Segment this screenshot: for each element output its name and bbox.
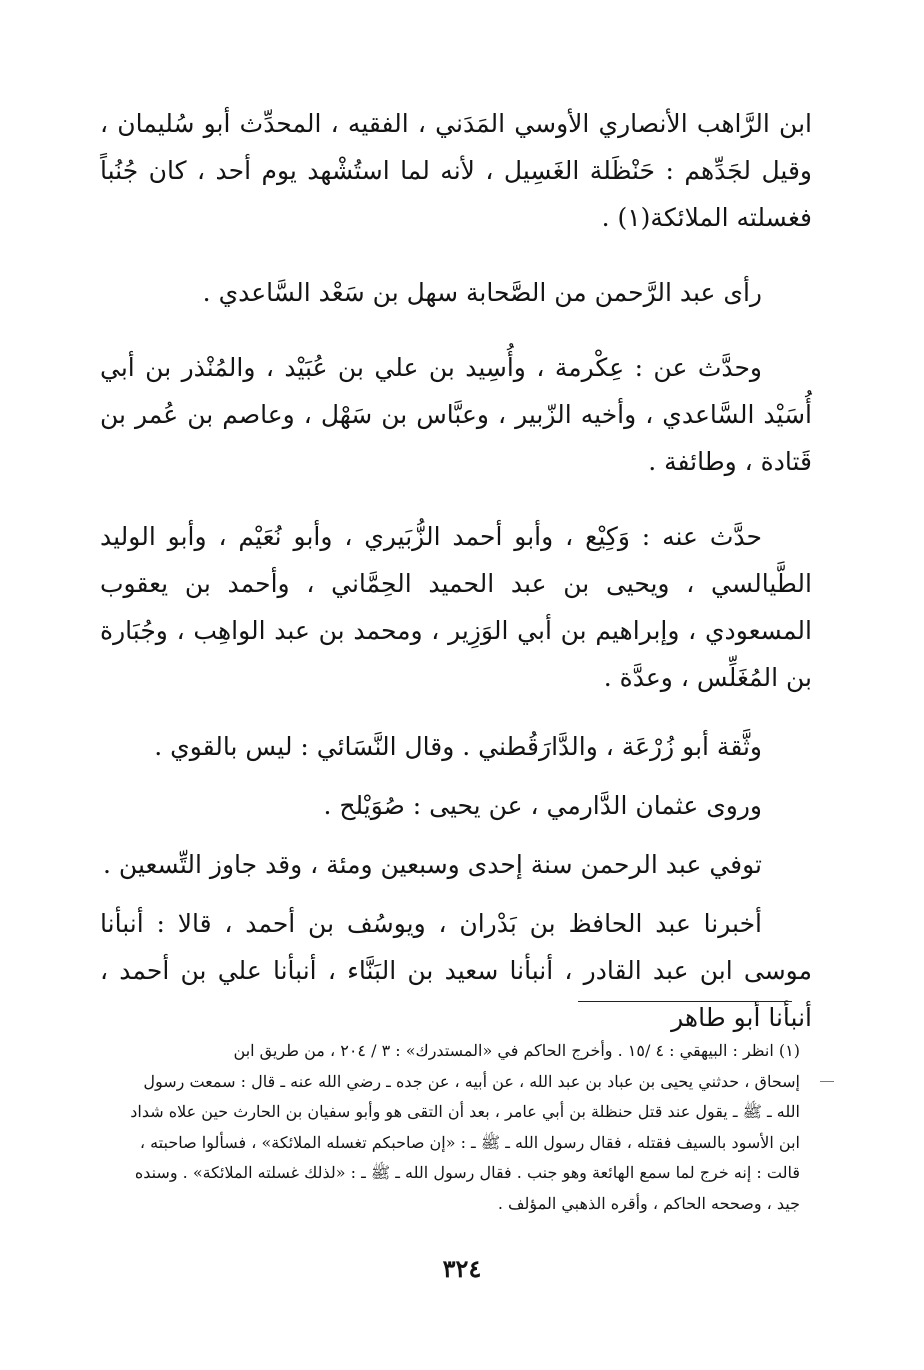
paragraph-isnad: أخبرنا عبد الحافظ بن بَدْران ، ويوسُف بن أحمد ، قالا : أنبأنا موسى ابن عبد القادر ، أنبأنا سعيد بن البَنَّاء ، أنبأنا علي بن أحمد ، أنبأنا أبو طاهر <box>100 909 812 1032</box>
footnote-separator <box>578 1001 792 1002</box>
footnote-line: (١) انظر : البيهقي : ٤ /١٥ . وأخرج الحاكم في «المستدرك» : ٣ / ٢٠٤ ، من طريق ابن <box>233 1041 800 1060</box>
main-text <box>100 100 812 1041</box>
margin-mark <box>820 1081 834 1082</box>
paragraph-narrated-from: وحدَّث عن : عِكْرمة ، وأُسِيد بن علي بن عُبَيْد ، والمُنْذر بن أبي أُسَيْد السَّاعدي ، وأخيه الزّبير ، وعبَّاس بن سَهْل ، وعاصم بن عُمر بن قَتادة ، وطائفة . <box>100 353 812 476</box>
footnote-line: إسحاق ، حدثني يحيى بن عباد بن عبد الله ، عن أبيه ، عن جده ـ رضي الله عنه ـ قال : سمعت رسول <box>143 1071 800 1091</box>
paragraph-reliability: وثَّقة أبو زُرْعَة ، والدَّارَقُطني . وقال النَّسَائي : ليس بالقوي . <box>154 732 762 761</box>
footnote-line: الله ـ ﷺ ـ يقول عند قتل حنظلة بن أبي عامر ، بعد أن التقى هو وأبو سفيان بن الحارث حين علاه شداد <box>130 1102 800 1121</box>
page-number: ٣٢٤ <box>442 1254 482 1283</box>
paragraph-narrated-by: حدَّث عنه : وَكِيْع ، وأبو أحمد الزُّبَيري ، وأبو نُعَيْم ، وأبو الوليد الطَّيالسي ، ويحيى بن عبد الحميد الحِمَّاني ، وأحمد بن يعقوب المسعودي ، وإبراهيم بن أبي الوَزِير ، ومحمد بن عبد الواهِب ، وجُبَارة بن المُغَلِّس ، وعدَّة . <box>100 522 812 692</box>
footnote-line: جيد ، وصححه الحاكم ، وأقره الذهبي المؤلف . <box>497 1193 800 1213</box>
paragraph-death: توفي عبد الرحمن سنة إحدى وسبعين ومئة ، وقد جاوز التِّسعين . <box>103 850 762 879</box>
paragraph-biography: ابن الرَّاهب الأنصاري الأوسي المَدَني ، الفقيه ، المحدِّث أبو سُليمان ، وقيل لجَدِّهم : حَنْظَلة الغَسِيل ، لأنه لما استُشْهد يوم أحد ، كان جُنُباً فغسلته الملائكة(١) . <box>100 109 812 232</box>
footnote-line: قالت : إنه خرج لما سمع الهائعة وهو جنب . فقال رسول الله ـ ﷺ ـ : «لذلك غسلته الملائكة» . وسنده <box>134 1163 800 1182</box>
paragraph-darimi: وروى عثمان الدَّارمي ، عن يحيى : صُوَيْلح . <box>323 791 762 820</box>
footnotes <box>100 1036 800 1219</box>
paragraph-saw-companion: رأى عبد الرَّحمن من الصَّحابة سهل بن سَعْد السَّاعدي . <box>202 278 762 307</box>
footnote-line: ابن الأسود بالسيف فقتله ، فقال رسول الله ـ ﷺ ـ : «إن صاحبكم تغسله الملائكة» ، فسألوا صاحبته ، <box>139 1132 800 1152</box>
